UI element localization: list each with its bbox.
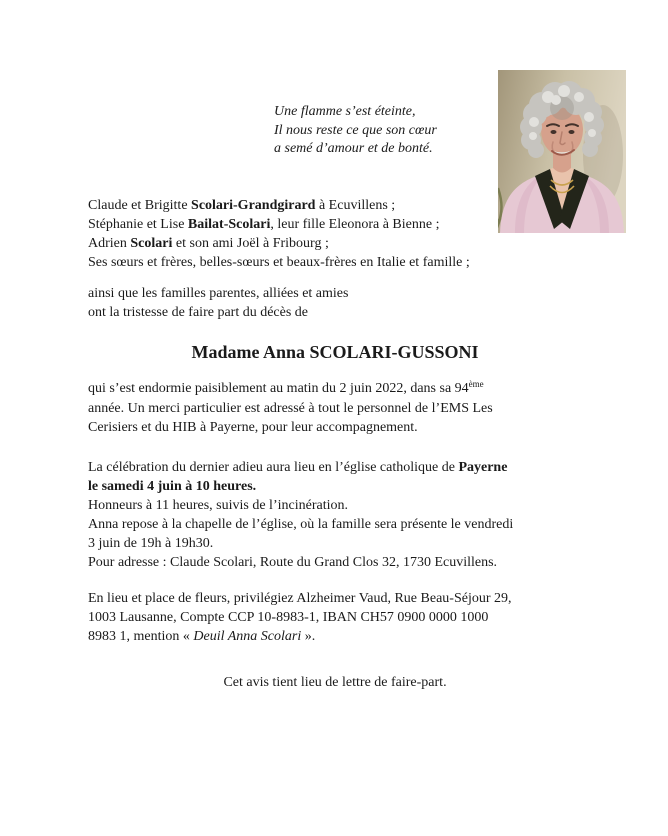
memorial-quote — [274, 103, 437, 159]
text-line: Une flamme s’est éteinte, — [274, 104, 416, 119]
text-line: ont la tristesse de faire part du décès de — [88, 305, 309, 320]
text-line: année. Un merci particulier est adressé à tout le personnel de l’EMS Les — [88, 401, 493, 416]
portrait-photo-illustration — [498, 70, 626, 233]
text-line: Ses sœurs et frères, belles-sœurs et beaux-frères en Italie et famille ; — [88, 255, 470, 270]
text-line: Stéphanie et Lise Bailat-Scolari, leur fille Eleonora à Bienne ; — [88, 217, 440, 232]
ceremony-details-paragraph — [88, 458, 513, 572]
left-eye — [551, 130, 557, 134]
right-eye — [569, 130, 575, 134]
text-line: Anna repose à la chapelle de l’église, où la famille sera présente le vendredi — [88, 517, 514, 532]
portrait-photo — [498, 70, 626, 233]
text-line: La célébration du dernier adieu aura lieu en l’église catholique de Payerne — [88, 460, 508, 475]
text-line: le samedi 4 juin à 10 heures. — [88, 479, 257, 494]
text-line: Il nous reste ce que son cœur — [274, 122, 437, 138]
text-line: 1003 Lausanne, Compte CCP 10-8983-1, IBAN CH57 0900 0000 1000 — [88, 610, 489, 625]
family-names-list — [88, 196, 470, 272]
text-line: Claude et Brigitte Scolari-Grandgirard à Ecuvillens ; — [88, 198, 396, 213]
text-line: Honneurs à 11 heures, suivis de l’incinération. — [88, 498, 348, 513]
text-line: qui s’est endormie paisiblement au matin du 2 juin 2022, dans sa 94ème — [88, 379, 484, 396]
deceased-name-title: Madame Anna SCOLARI-GUSSONI — [191, 342, 479, 362]
text-line: En lieu et place de fleurs, privilégiez Alzheimer Vaud, Rue Beau-Séjour 29, — [88, 591, 512, 606]
passing-details-paragraph — [88, 379, 493, 437]
text-line: a semé d’amour et de bonté. — [274, 141, 433, 156]
text-line: Cerisiers et du HIB à Payerne, pour leur accompagnement. — [88, 420, 418, 435]
text-line: Adrien Scolari et son ami Joël à Fribourg ; — [88, 236, 329, 251]
text-line: 8983 1, mention « Deuil Anna Scolari ». — [88, 629, 316, 644]
text-line: 3 juin de 19h à 19h30. — [88, 536, 214, 551]
text-line: Pour adresse : Claude Scolari, Route du Grand Clos 32, 1730 Ecuvillens. — [88, 555, 498, 570]
text-line: ainsi que les familles parentes, alliées et amies — [88, 286, 349, 301]
announcement-intro — [88, 284, 348, 322]
closing-note: Cet avis tient lieu de lettre de faire-part. — [223, 675, 447, 690]
donations-paragraph — [88, 589, 512, 646]
